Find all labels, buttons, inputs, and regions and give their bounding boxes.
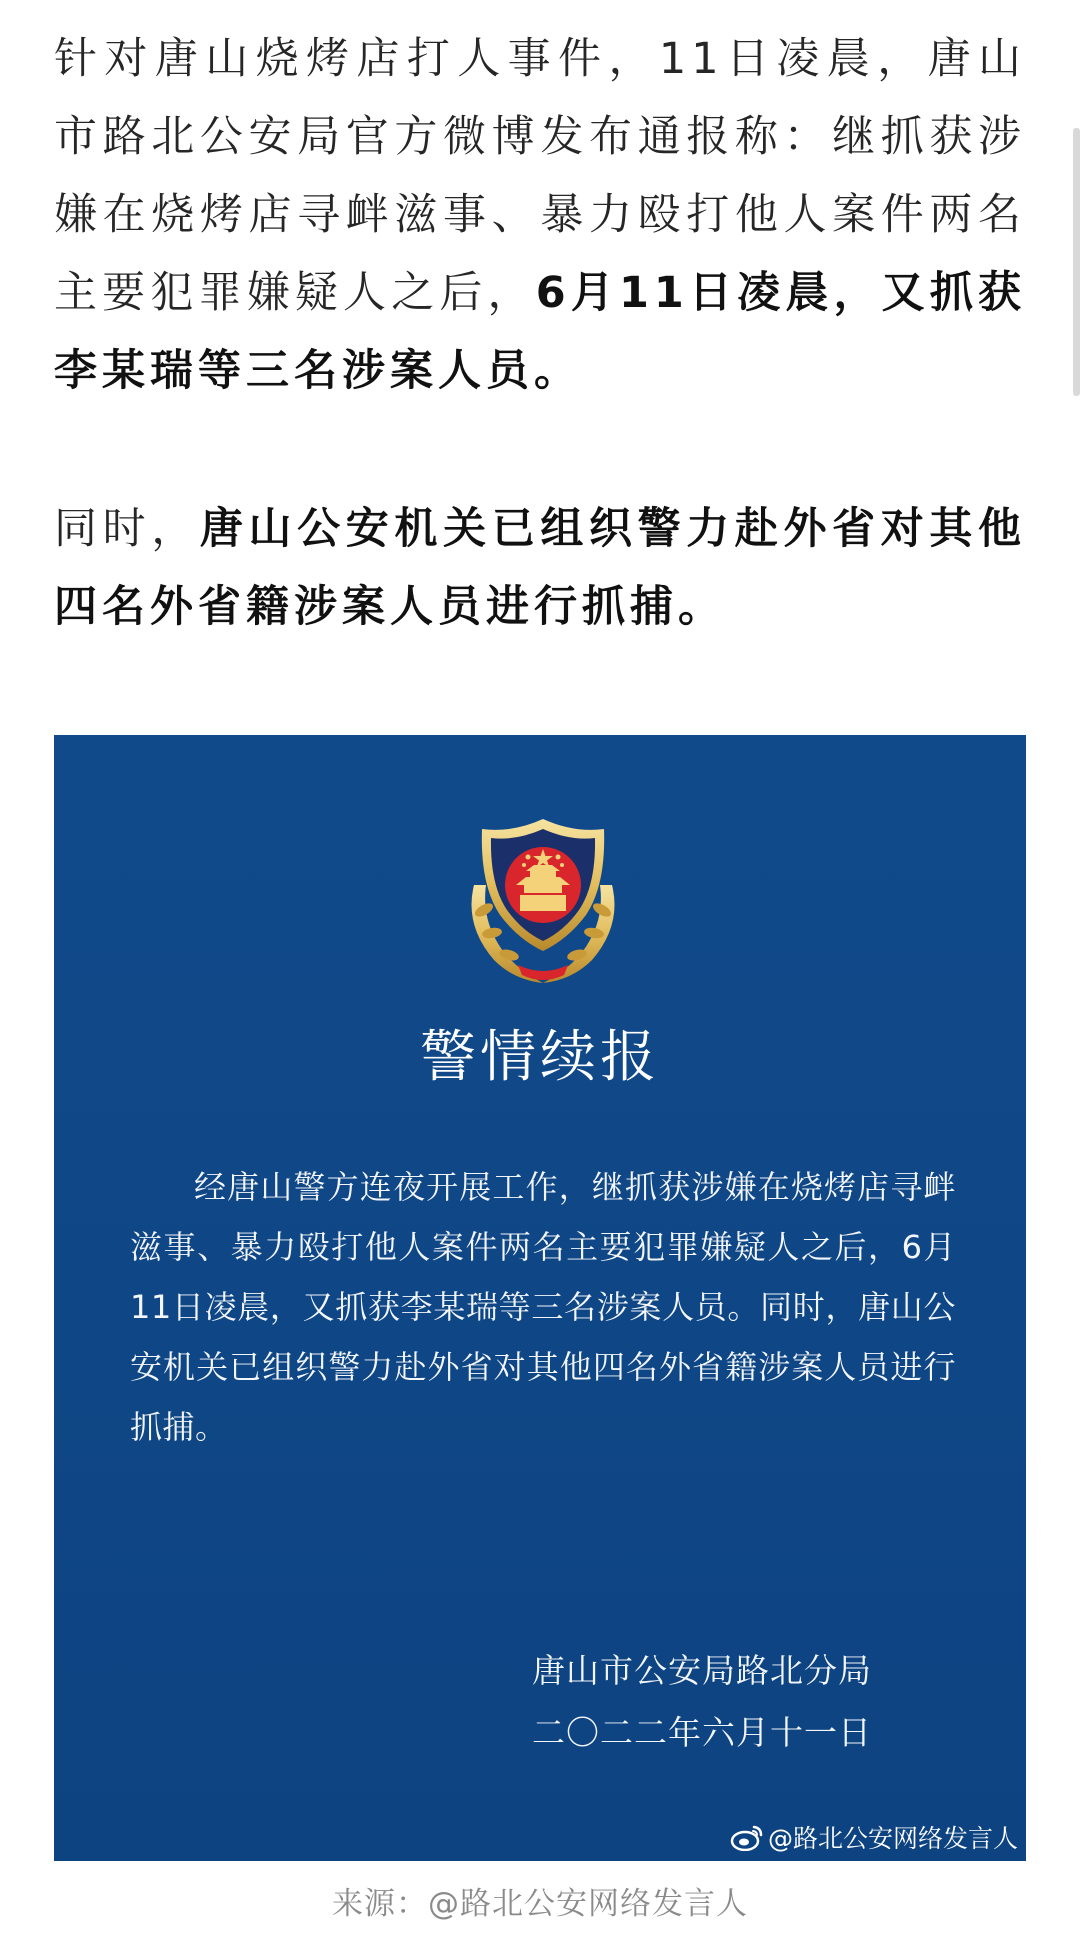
image-source-caption: 来源：@路北公安网络发言人 (332, 1886, 748, 1922)
notice-body-text: 经唐山警方连夜开展工作，继抓获涉嫌在烧烤店寻衅滋事、暴力殴打他人案件两名主要犯罪嫌疑人之后，6月11日凌晨，又抓获李某瑞等三名涉案人员。同时，唐山公安机关已组织警力赴外省对其他四名外省籍涉案人员进行抓捕。 (130, 1168, 956, 1446)
paragraph-1-lead: 针对唐山烧烤店打人事件，11日凌晨，唐山市路北公安局官方微博发布通报称：继抓获涉嫌在烧烤店寻衅滋事、暴力殴打他人案件两名主要犯罪嫌疑人之后， (54, 34, 1026, 318)
signature-date: 二〇二二年六月十一日 (532, 1713, 872, 1752)
article-paragraph-2 (54, 490, 1026, 646)
weibo-watermark (730, 1819, 1018, 1855)
paragraph-1-bold: 6月11日凌晨，又抓获李某瑞等三名涉案人员。 (54, 268, 1026, 396)
watermark-text: @路北公安网络发言人 (767, 1824, 1018, 1853)
police-badge-icon (454, 815, 632, 985)
article-body (54, 20, 1026, 646)
paragraph-2-lead: 同时， (54, 504, 200, 554)
weibo-icon (730, 1823, 764, 1851)
article-paragraph-1 (54, 20, 1026, 410)
paragraph-2-bold: 唐山公安机关已组织警力赴外省对其他四名外省籍涉案人员进行抓捕。 (54, 504, 1027, 632)
notice-title: 警情续报 (420, 1025, 660, 1090)
signature-organization: 唐山市公安局路北分局 (532, 1651, 872, 1690)
notice-signature (532, 1640, 872, 1764)
scrollbar[interactable] (1073, 128, 1080, 396)
police-notice-image (54, 735, 1026, 1861)
